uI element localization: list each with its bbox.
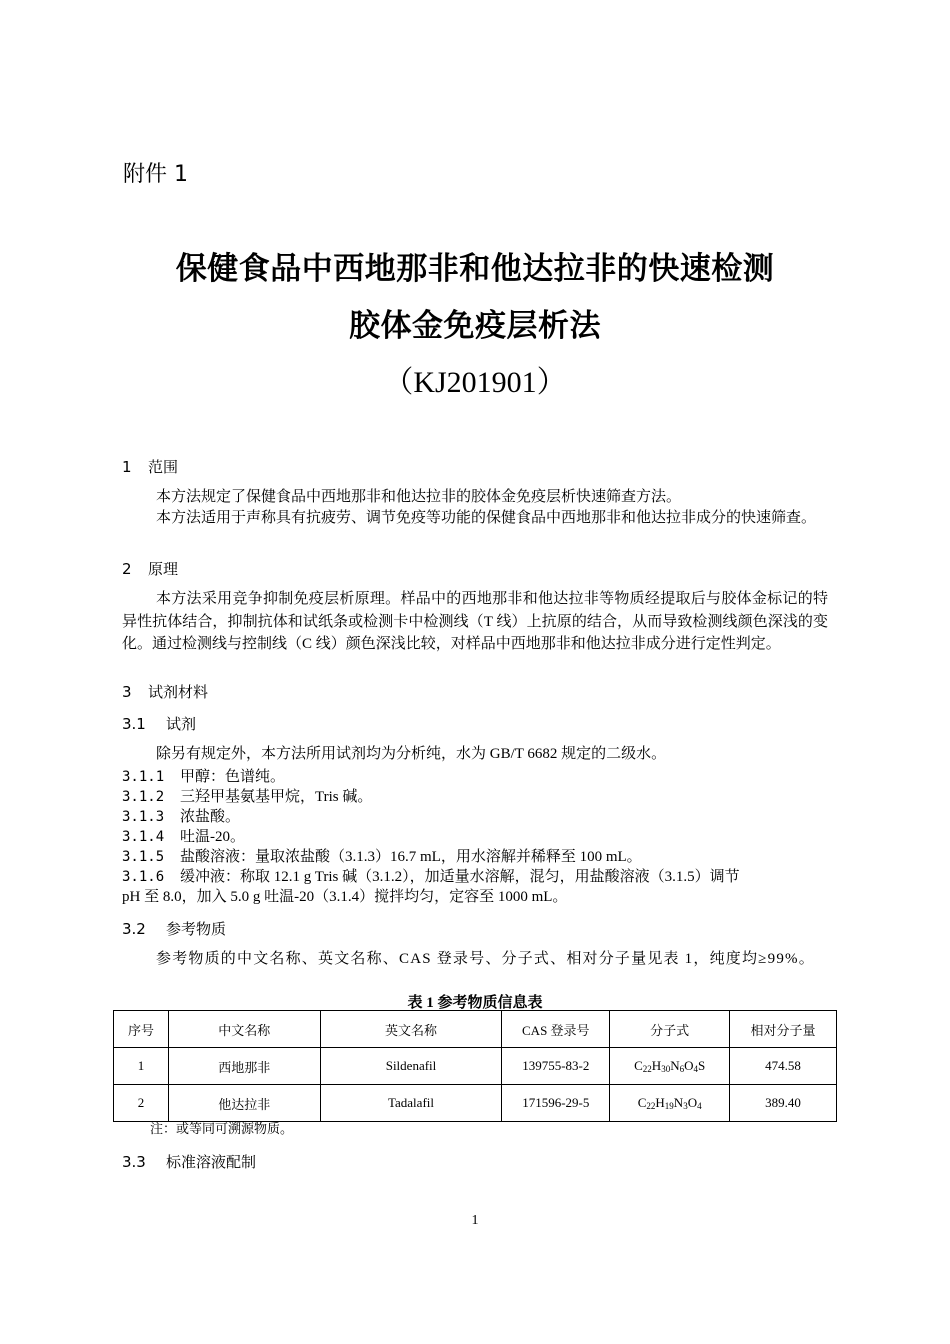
table-row <box>114 1048 837 1085</box>
column-header: 中文名称 <box>168 1011 320 1048</box>
page-number: 1 <box>471 1213 479 1228</box>
cell-en-name: Tadalafil <box>320 1085 502 1122</box>
cell-mw: 389.40 <box>730 1085 837 1122</box>
list-item: 3.1.4 吐温-20。 <box>122 829 245 845</box>
cell-no: 2 <box>114 1085 169 1122</box>
title-line-2: 胶体金免疫层析法 <box>349 308 601 344</box>
table-caption: 表 1 参考物质信息表 <box>407 995 543 1011</box>
attachment-label: 附件 1 <box>123 162 188 187</box>
column-header: 分子式 <box>610 1011 730 1048</box>
section-number: 3.1 <box>122 715 146 733</box>
cell-cas: 139755-83-2 <box>502 1048 610 1085</box>
section-title: 范围 <box>148 458 179 476</box>
section-3-2-paragraph: 参考物质的中文名称、英文名称、CAS 登录号、分子式、相对分子量见表 1，纯度均≥99%。 <box>156 951 815 967</box>
section-3-2-heading <box>122 918 226 939</box>
cell-cas: 171596-29-5 <box>502 1085 610 1122</box>
list-item: 3.1.5 盐酸溶液：量取浓盐酸（3.1.3）16.7 mL，用水溶解并稀释至 100 mL。 <box>122 849 642 865</box>
table-note: 注：或等同可溯源物质。 <box>150 1121 294 1136</box>
column-header: CAS 登录号 <box>502 1011 610 1048</box>
cell-formula: $C_{22}H_{19}N_3O_4$ <box>610 1085 730 1122</box>
section-3-1-heading <box>122 713 196 734</box>
section-title: 原理 <box>148 560 179 578</box>
section-2-paragraph: 本方法采用竞争抑制免疫层析原理。样品中的西地那非和他达拉非等物质经提取后与胶体金标记的特异性抗体结合，抑制抗体和试纸条或检测卡中检测线（T 线）上抗原的结合，从而导致检测线颜色深浅的变化。通过检测线与控制线（C 线）颜色深浅比较，对样品中西地那非和他达拉非成分进行定性判定。 <box>122 591 828 652</box>
cell-cn-name: 他达拉非 <box>168 1085 320 1122</box>
section-number: 1 <box>122 458 132 476</box>
section-2-heading <box>122 558 178 579</box>
list-item: 3.1.2 三羟甲基氨基甲烷，Tris 碱。 <box>122 789 373 805</box>
title-line-1: 保健食品中西地那非和他达拉非的快速检测 <box>175 251 775 287</box>
section-1-heading <box>122 456 178 477</box>
list-item: 3.1.1 甲醇：色谱纯。 <box>122 769 286 785</box>
column-header: 序号 <box>114 1011 169 1048</box>
section-title: 标准溶液配制 <box>166 1153 257 1171</box>
list-item: 3.1.6 缓冲液：称取 12.1 g Tris 碱（3.1.2），加适量水溶解，混匀，用盐酸溶液（3.1.5）调节 <box>122 869 740 885</box>
section-1-paragraph-1: 本方法规定了保健食品中西地那非和他达拉非的胶体金免疫层析快速筛查方法。 <box>156 489 682 505</box>
reference-table <box>113 1010 837 1122</box>
section-title: 参考物质 <box>166 920 227 938</box>
cell-mw: 474.58 <box>730 1048 837 1085</box>
table-header-row <box>114 1011 837 1048</box>
section-number: 3.2 <box>122 920 146 938</box>
cell-en-name: Sildenafil <box>320 1048 502 1085</box>
standard-code: （KJ201901） <box>383 366 567 399</box>
list-item: 3.1.3 浓盐酸。 <box>122 809 241 825</box>
section-3-1-paragraph: 除另有规定外，本方法所用试剂均为分析纯，水为 GB/T 6682 规定的二级水。 <box>156 746 667 762</box>
cell-cn-name: 西地那非 <box>168 1048 320 1085</box>
section-number: 3.3 <box>122 1153 146 1171</box>
section-title: 试剂材料 <box>148 683 209 701</box>
list-item-continuation: pH 至 8.0，加入 5.0 g 吐温-20（3.1.4）搅拌均匀，定容至 1000 mL。 <box>122 889 568 905</box>
section-title: 试剂 <box>166 715 197 733</box>
section-1-paragraph-2: 本方法适用于声称具有抗疲劳、调节免疫等功能的保健食品中西地那非和他达拉非成分的快速筛查。 <box>156 510 817 526</box>
section-3-heading <box>122 681 208 702</box>
cell-formula: $C_{22}H_{30}N_6O_4S$ <box>610 1048 730 1085</box>
section-number: 3 <box>122 683 132 701</box>
column-header: 英文名称 <box>320 1011 502 1048</box>
table-row <box>114 1085 837 1122</box>
section-number: 2 <box>122 560 132 578</box>
cell-no: 1 <box>114 1048 169 1085</box>
section-3-3-heading <box>122 1151 256 1172</box>
column-header: 相对分子量 <box>730 1011 837 1048</box>
